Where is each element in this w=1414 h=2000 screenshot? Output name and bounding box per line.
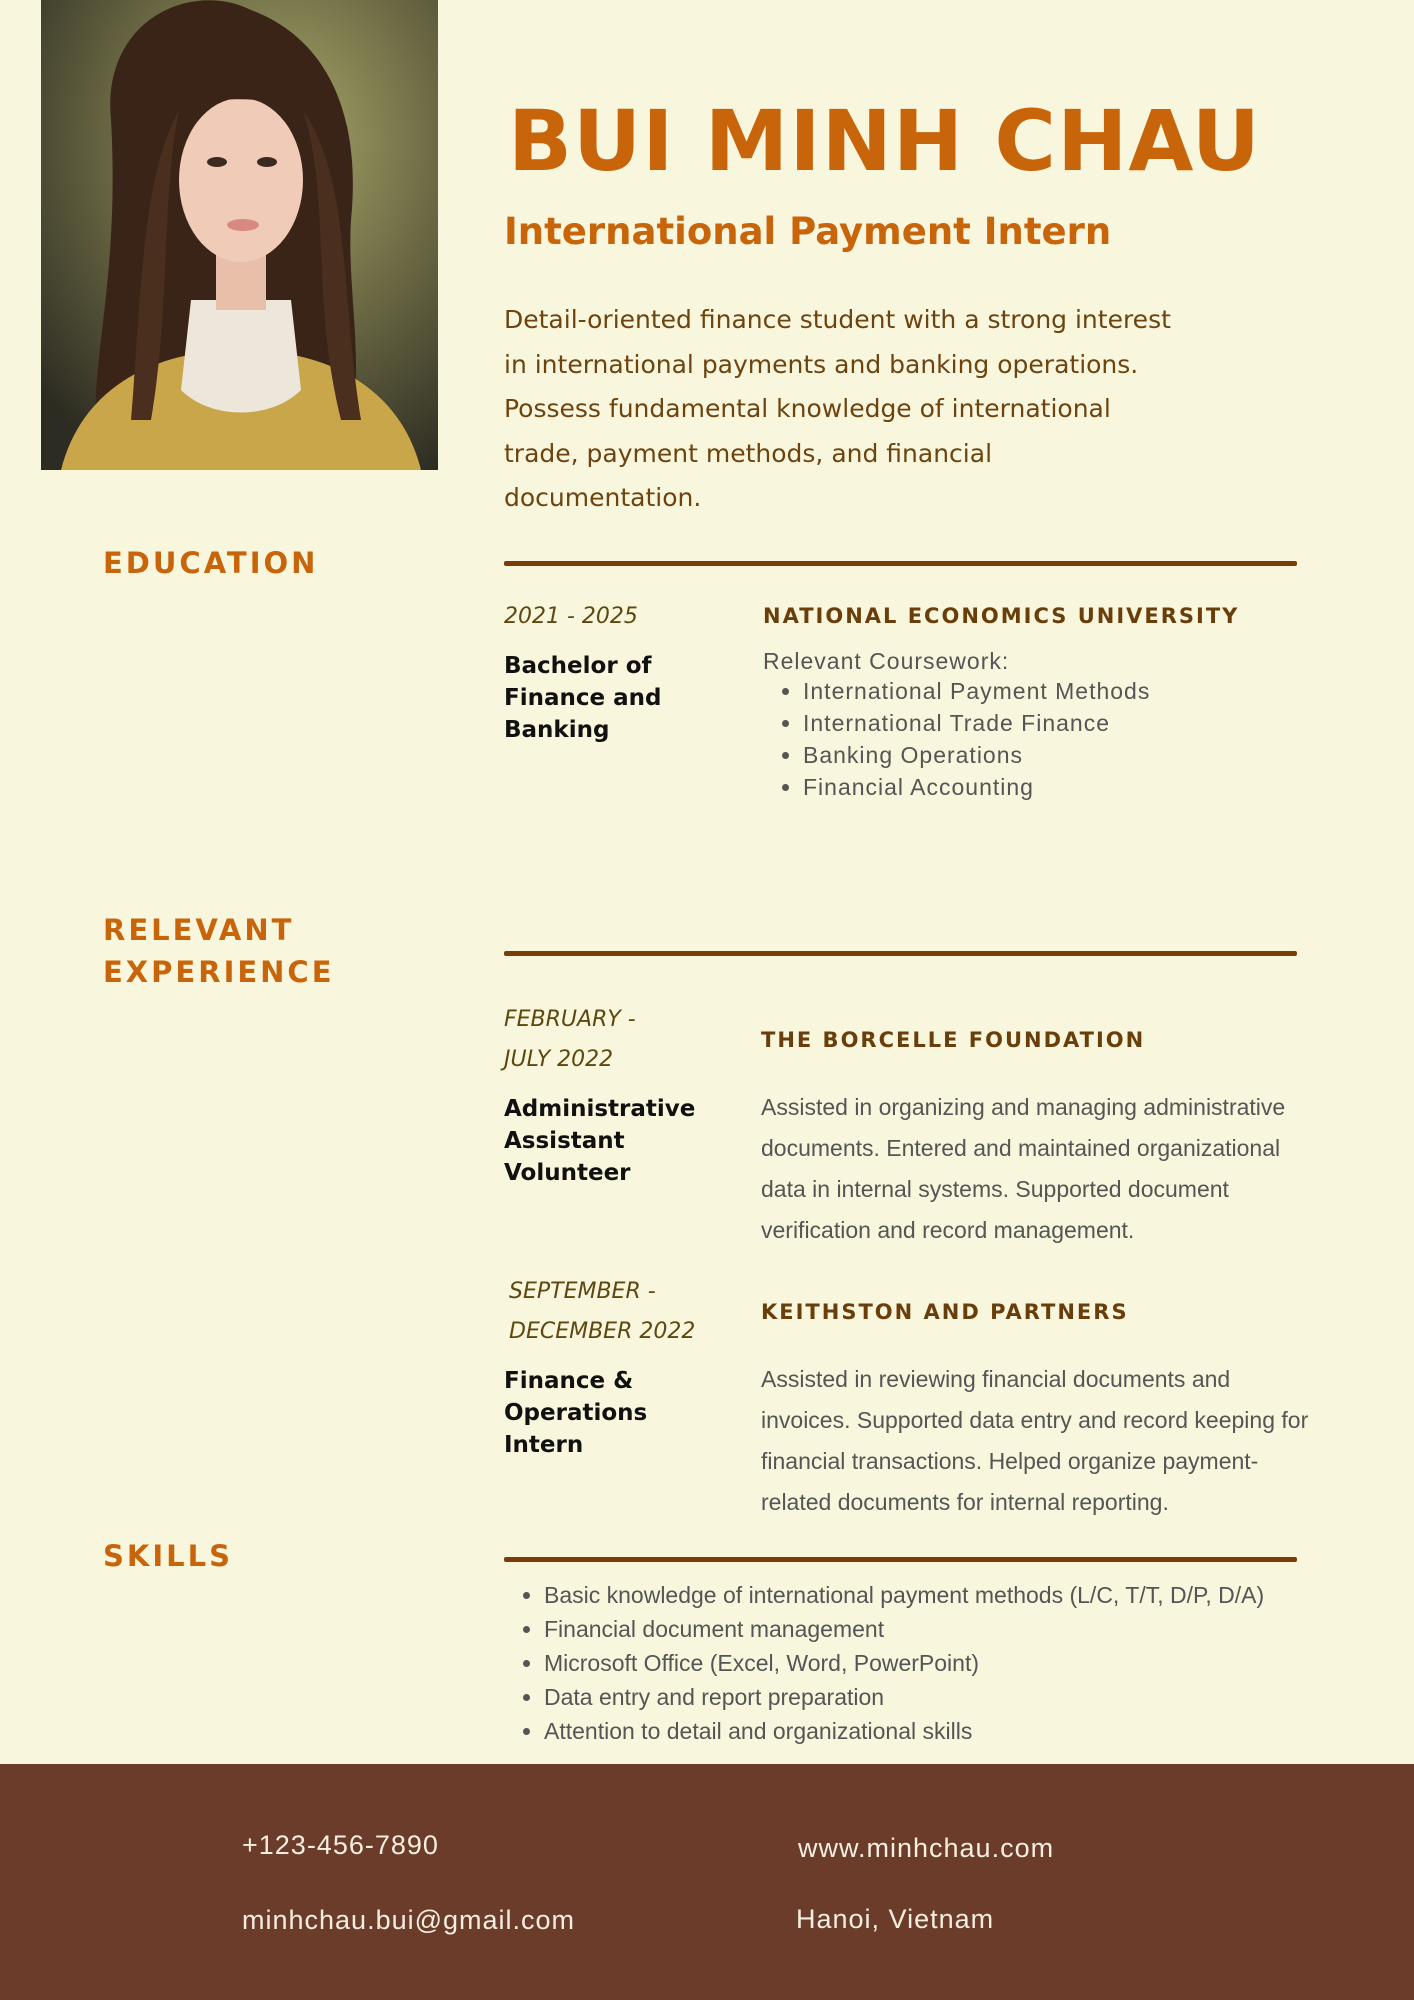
education-degree: Bachelor of Finance and Banking bbox=[504, 653, 662, 743]
job-date-start: SEPTEMBER - bbox=[509, 1279, 656, 1304]
list-item: • Financial document management bbox=[544, 1612, 1264, 1646]
profile-photo bbox=[41, 0, 438, 470]
list-item: • Attention to detail and organizational skills bbox=[544, 1714, 1264, 1748]
education-heading: EDUCATION bbox=[103, 546, 319, 580]
contact-footer bbox=[0, 1764, 1414, 2000]
job-position: Finance & Operations Intern bbox=[504, 1368, 648, 1458]
list-item: • Data entry and report preparation bbox=[544, 1680, 1264, 1714]
list-item: • Microsoft Office (Excel, Word, PowerPoint) bbox=[544, 1646, 1264, 1680]
list-item: • Basic knowledge of international payment methods (L/C, T/T, D/P, D/A) bbox=[544, 1578, 1264, 1612]
experience-heading-line2: EXPERIENCE bbox=[103, 955, 335, 989]
location-text: Hanoi, Vietnam bbox=[796, 1904, 995, 1934]
job-title: International Payment Intern bbox=[504, 210, 1112, 253]
job-date-end: JULY 2022 bbox=[504, 1047, 614, 1072]
coursework-label: Relevant Coursework: bbox=[763, 648, 1010, 674]
list-item: • Financial Accounting bbox=[803, 771, 1150, 803]
education-date: 2021 - 2025 bbox=[504, 604, 638, 629]
coursework-list bbox=[763, 675, 1150, 803]
list-item: • Banking Operations bbox=[803, 739, 1150, 771]
portrait-illustration bbox=[41, 0, 438, 470]
job-date-start: FEBRUARY - bbox=[504, 1007, 636, 1032]
list-item: • International Trade Finance bbox=[803, 707, 1150, 739]
skills-divider bbox=[504, 1557, 1297, 1562]
skills-heading: SKILLS bbox=[103, 1539, 233, 1573]
profile-summary: Detail-oriented finance student with a strong interest in international payments and banking operations. Possess fundamental knowledge of international trade, payment methods, and financial documentation. bbox=[504, 305, 1171, 512]
phone-number: +123-456-7890 bbox=[242, 1830, 439, 1860]
coursework-block bbox=[763, 648, 1150, 803]
school-name: NATIONAL ECONOMICS UNIVERSITY bbox=[763, 604, 1240, 628]
education-divider bbox=[504, 561, 1297, 566]
skills-list bbox=[504, 1578, 1264, 1748]
experience-divider bbox=[504, 951, 1297, 956]
experience-heading bbox=[103, 909, 335, 993]
candidate-name: BUI MINH CHAU bbox=[508, 92, 1262, 190]
company-name: THE BORCELLE FOUNDATION bbox=[761, 1028, 1146, 1052]
job-date bbox=[509, 1272, 695, 1352]
job-position: Administrative Assistant Volunteer bbox=[504, 1096, 696, 1186]
company-name: KEITHSTON AND PARTNERS bbox=[761, 1300, 1129, 1324]
website-link[interactable]: www.minhchau.com bbox=[798, 1833, 1055, 1863]
list-item: • International Payment Methods bbox=[803, 675, 1150, 707]
job-description: Assisted in reviewing financial documents and invoices. Supported data entry and record keeping for financial transactions. Helped organize payment-related documents for internal reporting. bbox=[761, 1366, 1309, 1515]
experience-heading-line1: RELEVANT bbox=[103, 913, 295, 947]
job-date-end: DECEMBER 2022 bbox=[509, 1319, 696, 1344]
job-date bbox=[504, 1000, 636, 1080]
job-description: Assisted in organizing and managing administrative documents. Entered and maintained organizational data in internal systems. Supported document verification and record management. bbox=[761, 1094, 1286, 1243]
email-address: minhchau.bui@gmail.com bbox=[242, 1905, 576, 1935]
